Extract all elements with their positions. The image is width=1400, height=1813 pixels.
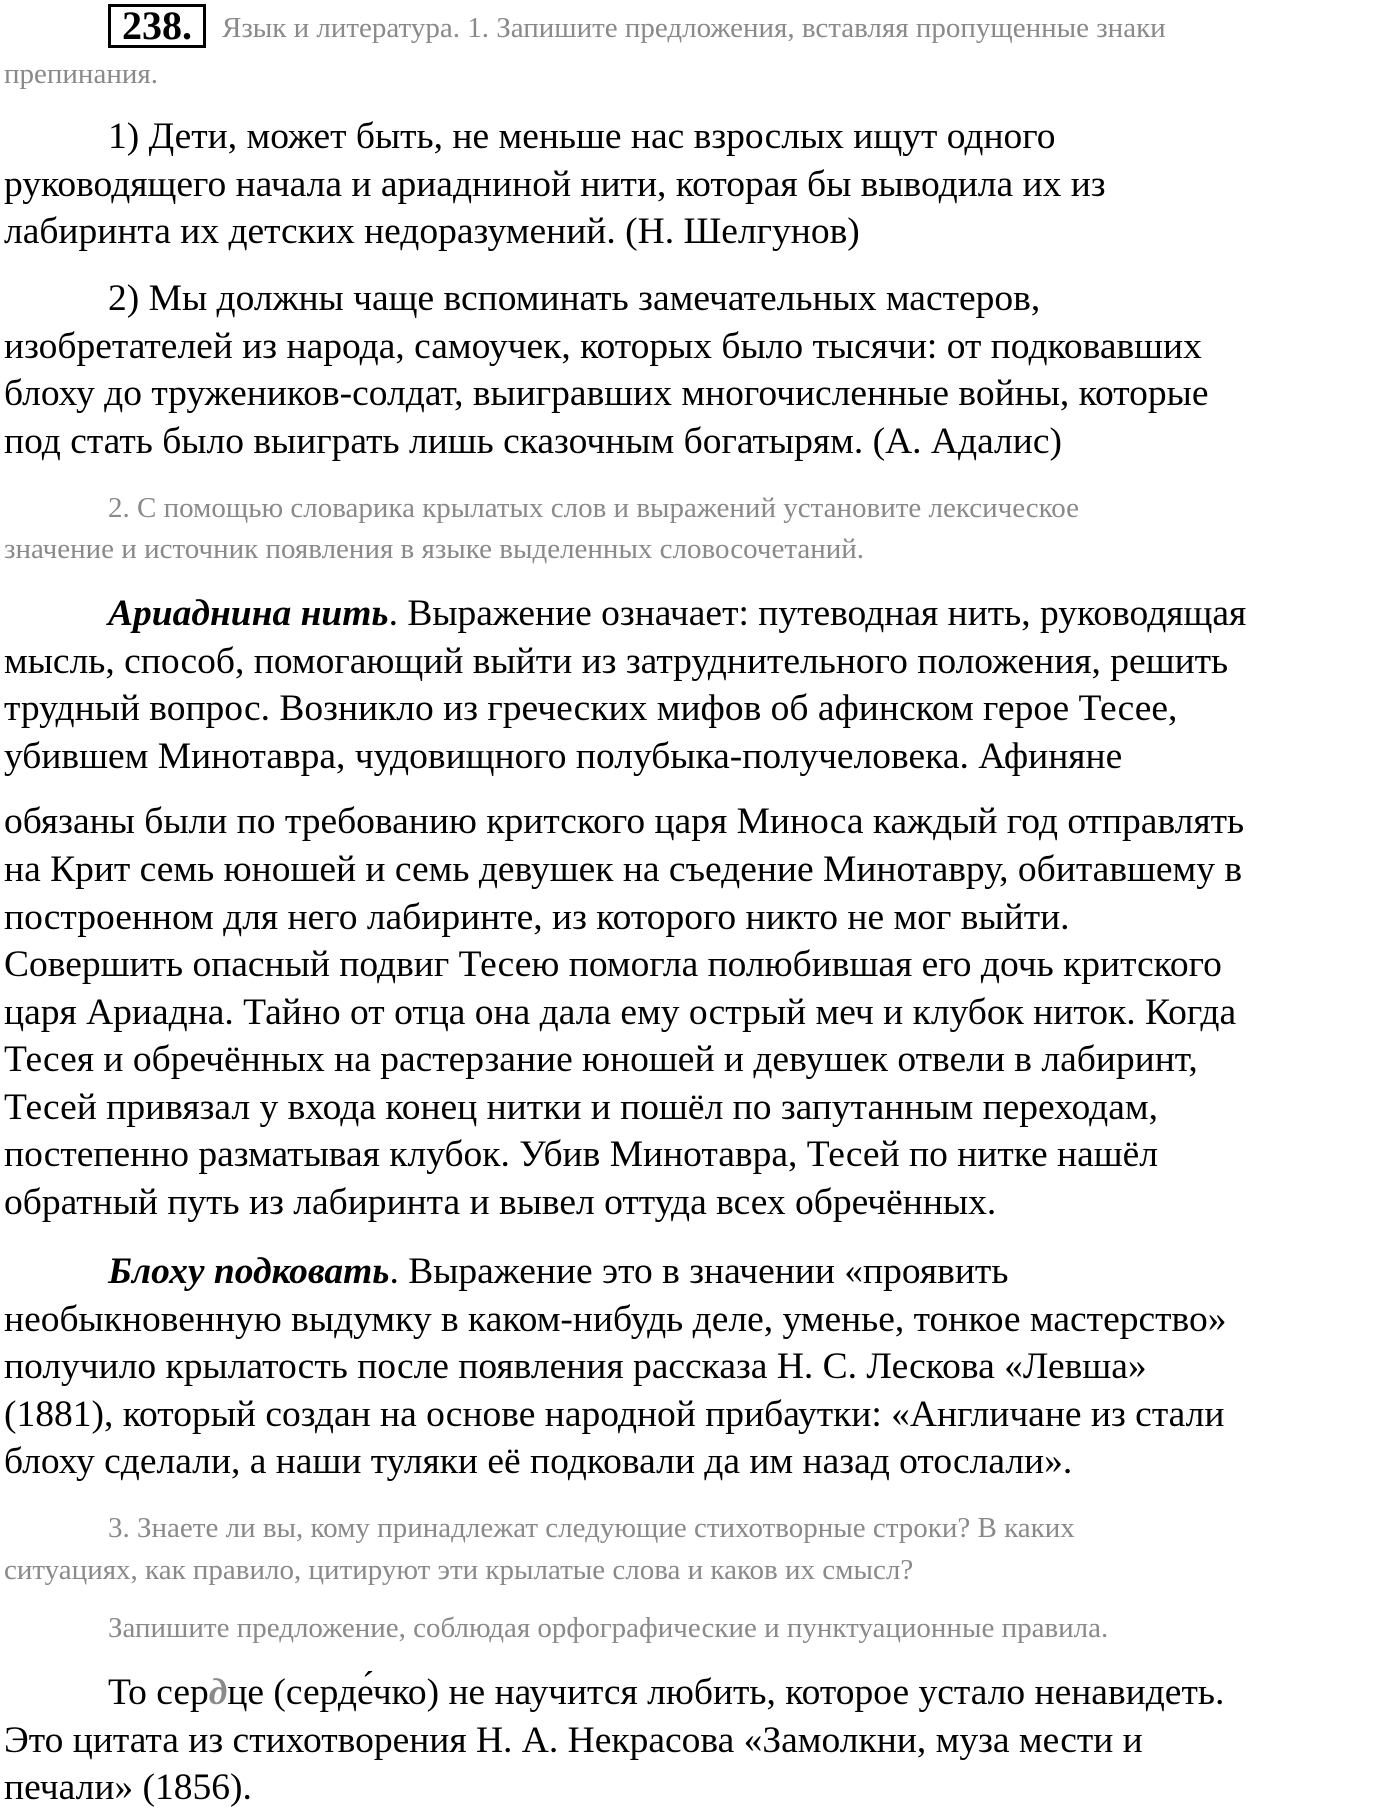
flea-first-line xyxy=(108,1253,1008,1291)
ariadne-line: убившем Минотавра, чудовищного полубыка-получеловека. Афиняне xyxy=(4,736,1123,777)
sentence2-line: под стать было выиграть лишь сказочным богатырям. (А. Адалис) xyxy=(4,421,1062,462)
task3-line: 3. Знаете ли вы, кому принадлежат следующие стихотворные строки? В каких xyxy=(108,1512,1075,1544)
sentence2-line: 2) Мы должны чаще вспоминать замечательных мастеров, xyxy=(108,278,1041,319)
flea-first-rest: . Выражение это в значении «проявить xyxy=(389,1251,1009,1292)
sentence1-line: 1) Дети, может быть, не меньше нас взрослых ищут одного xyxy=(108,116,1056,157)
task3-line: ситуациях, как правило, цитируют эти крылатые слова и каков их смысл? xyxy=(4,1554,914,1586)
ariadne-line: на Крит семь юношей и семь девушек на съедение Минотавру, обитавшему в xyxy=(4,849,1243,890)
sentence2-line: блоху до тружеников-солдат, выигравших многочисленные войны, которые xyxy=(4,373,1209,414)
ariadne-first-rest: . Выражение означает: путеводная нить, руководящая xyxy=(388,593,1247,634)
flea-term: Блоху подковать xyxy=(108,1251,390,1292)
flea-line: получило крылатость после появления рассказа Н. С. Лескова «Левша» xyxy=(4,1346,1147,1387)
ariadne-line: обязаны были по требованию критского царя Миноса каждый год отправлять xyxy=(4,801,1245,842)
task1-line: препинания. xyxy=(4,58,158,90)
ariadne-line: обратный путь из лабиринта и вывел оттуда всех обречённых. xyxy=(4,1182,997,1223)
quote-line: Это цитата из стихотворения Н. А. Некрасова «Замолкни, муза мести и xyxy=(4,1720,1143,1761)
flea-line: блоху сделали, а наши туляки её подковали да им назад отослали». xyxy=(4,1441,1073,1482)
quote-first-line xyxy=(108,1674,1224,1712)
exercise-number: 238. xyxy=(108,4,206,48)
ariadne-line: царя Ариадна. Тайно от отца она дала ему острый меч и клубок ниток. Когда xyxy=(4,992,1237,1033)
sentence1-line: руководящего начала и ариадниной нити, которая бы выводила их из xyxy=(4,164,1106,205)
ariadne-term: Ариаднина нить xyxy=(108,593,389,634)
sentence1-line: лабиринта их детских недоразумений. (Н. Шелгунов) xyxy=(4,211,860,252)
quote-post: це (серде́чко) не научится любить, которое устало ненавидеть. xyxy=(227,1672,1225,1713)
ariadne-line: мысль, способ, помогающий выйти из затруднительного положения, решить xyxy=(4,641,1229,682)
task3b-line: Запишите предложение, соблюдая орфографические и пунктуационные правила. xyxy=(108,1612,1109,1644)
ariadne-line: Тесей привязал у входа конец нитки и пошёл по запутанным переходам, xyxy=(4,1087,1159,1128)
ariadne-first-line xyxy=(108,595,1246,633)
flea-line: (1881), который создан на основе народной прибаутки: «Англичане из стали xyxy=(4,1394,1225,1435)
task1-line: Язык и литература. 1. Запишите предложения, вставляя пропущенные знаки xyxy=(222,12,1166,44)
quote-missing-letter: д xyxy=(208,1672,228,1713)
ariadne-line: Тесея и обречённых на растерзание юношей и девушек отвели в лабиринт, xyxy=(4,1039,1198,1080)
ariadne-line: построенном для него лабиринте, из которого никто не мог выйти. xyxy=(4,897,1070,938)
flea-line: необыкновенную выдумку в каком-нибудь деле, уменье, тонкое мастерство» xyxy=(4,1299,1227,1340)
ariadne-line: Совершить опасный подвиг Тесею помогла полюбившая его дочь критского xyxy=(4,944,1222,985)
ariadne-line: трудный вопрос. Возникло из греческих мифов об афинском герое Тесее, xyxy=(4,688,1178,729)
quote-pre: То сер xyxy=(108,1672,209,1713)
ariadne-line: постепенно разматывая клубок. Убив Минотавра, Тесей по нитке нашёл xyxy=(4,1134,1158,1175)
task2-line: 2. С помощью словарика крылатых слов и выражений установите лексическое xyxy=(108,492,1080,524)
quote-line: печали» (1856). xyxy=(4,1767,252,1808)
sentence2-line: изобретателей из народа, самоучек, которых было тысячи: от подковавших xyxy=(4,326,1202,367)
task2-line: значение и источник появления в языке выделенных словосочетаний. xyxy=(4,533,865,565)
